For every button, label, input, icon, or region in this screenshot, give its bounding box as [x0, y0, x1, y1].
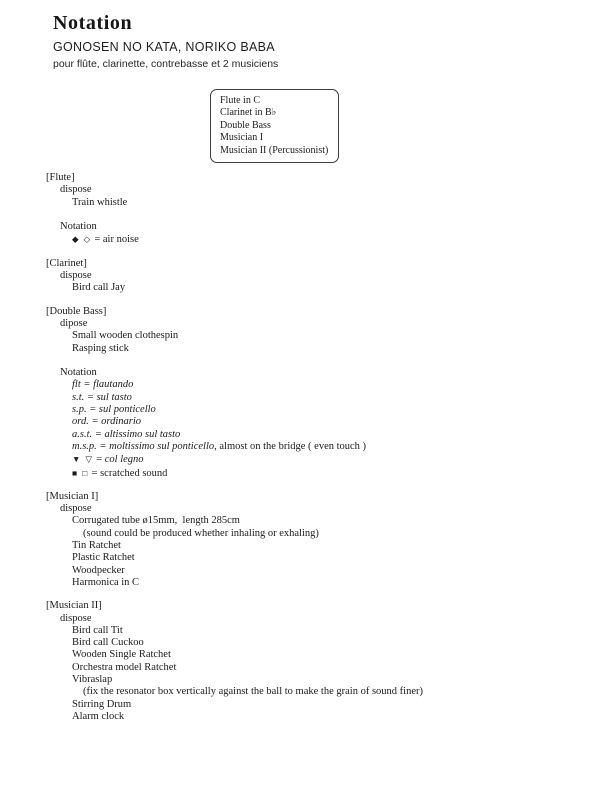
notation-line	[46, 699, 566, 711]
text-segment: dispose	[60, 612, 92, 624]
text-segment: Harmonica in C	[72, 576, 140, 588]
work-title: GONOSEN NO KATA, NORIKO BABA	[53, 40, 275, 54]
notation-line	[46, 441, 566, 453]
text-segment: dispose	[60, 270, 92, 282]
notation-line	[46, 662, 566, 674]
section-musician-1	[46, 491, 566, 589]
notation-line	[46, 416, 566, 428]
text-segment: (fix the resonator box vertically against the ball to make the grain of sound finer)	[83, 686, 423, 698]
text-segment: s.t. = sul tasto	[72, 391, 132, 403]
text-segment: Small wooden clothespin	[72, 330, 179, 342]
notation-line	[46, 711, 566, 723]
text-segment: Notation	[60, 367, 97, 379]
text-segment: Bird call Jay	[72, 282, 126, 294]
notation-line	[46, 379, 566, 391]
notation-line	[46, 540, 566, 552]
text-segment: Corrugated tube ø15mm, length 285cm	[72, 515, 240, 527]
notation-line	[46, 233, 566, 246]
notation-line	[46, 270, 566, 282]
notation-line	[46, 221, 566, 233]
notation-line	[46, 674, 566, 686]
notation-line	[46, 404, 566, 416]
text-segment: (sound could be produced whether inhaling or exhaling)	[83, 527, 319, 539]
notation-line	[46, 367, 566, 379]
section-header: [Flute]	[46, 172, 75, 183]
notation-line	[46, 503, 566, 515]
notation-line	[46, 392, 566, 404]
text-segment: Notation	[60, 221, 97, 233]
text-segment: = air noise	[91, 234, 139, 246]
text-segment: Woodpecker	[72, 564, 125, 576]
section-musician-2	[46, 600, 566, 723]
instrumentation-item: Musician I	[220, 132, 264, 144]
instrumentation-box	[210, 89, 339, 163]
text-segment: a.s.t. = altissimo sul tasto	[72, 428, 181, 440]
notation-line	[46, 577, 566, 589]
text-segment: Tin Ratchet	[72, 540, 121, 552]
text-segment: dipose	[60, 317, 88, 329]
text-segment: ord. = ordinario	[72, 416, 142, 428]
section-flute	[46, 172, 566, 247]
notation-line	[46, 649, 566, 661]
notation-line	[46, 686, 566, 698]
notation-line	[46, 197, 566, 209]
text-segment: Plastic Ratchet	[72, 552, 135, 564]
notation-line	[46, 637, 566, 649]
notation-line	[46, 613, 566, 625]
instrumentation-item: Flute in C	[220, 95, 261, 106]
document-header	[53, 11, 278, 70]
text-segment: s.p. = sul ponticello	[72, 404, 156, 416]
notation-line	[46, 625, 566, 637]
text-segment: Stirring Drum	[72, 698, 132, 710]
section-header: [Double Bass]	[46, 305, 107, 317]
text-segment: Bird call Tit	[72, 624, 123, 636]
notation-line	[46, 467, 566, 480]
notation-line	[46, 515, 566, 527]
blank-line	[46, 209, 566, 221]
notation-line	[46, 565, 566, 577]
notation-line	[46, 330, 566, 342]
text-segment: Vibraslap	[72, 673, 113, 685]
instrumentation-item: Double Bass	[220, 119, 271, 131]
notation-line	[46, 453, 566, 466]
notation-line	[46, 429, 566, 441]
section-double-bass	[46, 306, 566, 480]
work-description: pour flûte, clarinette, contrebasse et 2 musiciens	[53, 58, 279, 70]
notation-line	[46, 552, 566, 564]
text-segment: flt = flautando	[72, 379, 134, 391]
section-header: [Musician II]	[46, 600, 102, 612]
page-title: Notation	[53, 12, 133, 34]
notation-line	[46, 318, 566, 330]
notation-symbols: ◆ ◇	[72, 234, 92, 245]
notation-line	[46, 343, 566, 355]
text-segment: Wooden Single Ratchet	[72, 649, 171, 661]
text-segment: Rasping stick	[72, 342, 129, 354]
text-segment: m.s.p. = moltissimo sul ponticello	[72, 440, 215, 452]
text-segment: Bird call Cuckoo	[72, 637, 144, 649]
text-segment: col legno	[104, 454, 144, 466]
text-segment: , almost on the bridge ( even touch )	[214, 440, 367, 452]
text-segment: =	[93, 454, 105, 466]
text-segment: Orchestra model Ratchet	[72, 661, 177, 673]
notation-symbols: ▼ ▽	[72, 454, 94, 465]
notation-line	[46, 528, 566, 540]
text-segment: Train whistle	[72, 196, 128, 208]
text-segment: dispose	[60, 184, 92, 196]
notation-sections	[46, 172, 566, 734]
notation-symbols: ■ □	[72, 467, 89, 478]
section-header: [Clarinet]	[46, 257, 87, 269]
text-segment: Alarm clock	[72, 710, 125, 722]
instrumentation-item: Clarinet in B♭	[220, 107, 277, 119]
notation-line	[46, 184, 566, 196]
text-segment: dispose	[60, 503, 92, 515]
notation-line	[46, 282, 566, 294]
text-segment: = scratched sound	[88, 467, 168, 479]
instrumentation-item: Musician II (Percussionist)	[220, 144, 329, 156]
blank-line	[46, 355, 566, 367]
section-header: [Musician I]	[46, 490, 99, 502]
section-clarinet	[46, 258, 566, 295]
